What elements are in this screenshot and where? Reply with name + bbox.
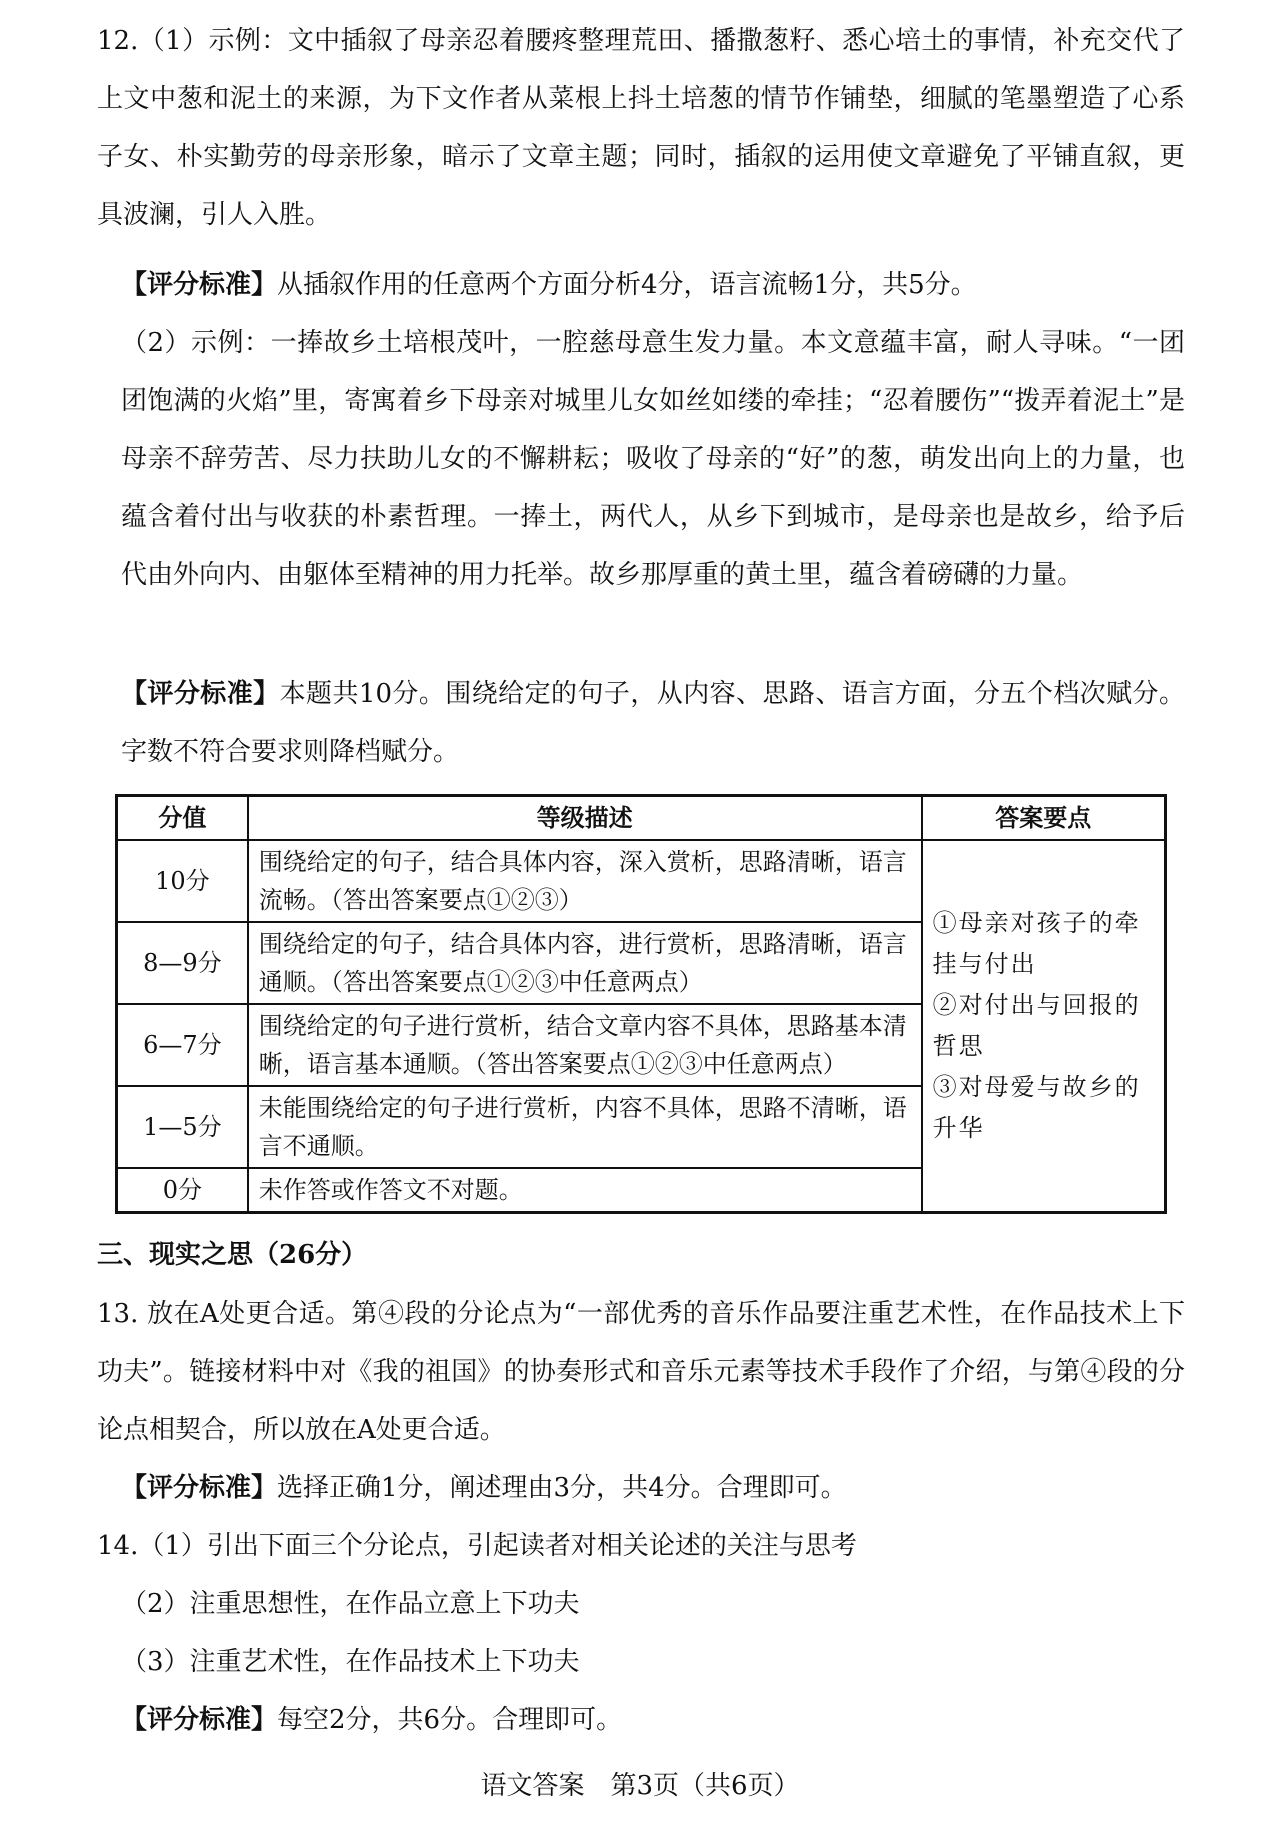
score-cell: 8—9分 [117,922,248,1004]
grading-table [115,794,1167,1214]
q13-criteria [121,1459,1185,1517]
q14-criteria [121,1691,1185,1749]
q14-answer-1: 14.（1）引出下面三个分论点，引起读者对相关论述的关注与思考 [97,1531,857,1561]
q14-answer-2: （2）注重思想性，在作品立意上下功夫 [121,1589,580,1619]
page-footer: 语文答案 第3页（共6页） [480,1771,800,1801]
criteria-label: 【评分标准】 [121,270,278,300]
criteria-label: 【评分标准】 [121,679,280,709]
q14-answer-3: （3）注重艺术性，在作品技术上下功夫 [121,1647,580,1677]
section-heading: 三、现实之思（26分） [97,1240,368,1270]
score-cell: 0分 [117,1168,248,1213]
criteria-label: 【评分标准】 [121,1705,278,1735]
criteria-label: 【评分标准】 [121,1473,278,1503]
criteria-text: 本题共10分。围绕给定的句子，从内容、思路、语言方面，分五个档次赋分。字数不符合要求则降档赋分。 [121,679,1185,767]
description-cell: 围绕给定的句子，结合具体内容，进行赏析，思路清晰，语言通顺。（答出答案要点①②③中任意两点） [248,922,922,1004]
table-header-row [117,796,1166,841]
answer-point: ③对母爱与故乡的升华 [932,1073,1141,1142]
criteria-text: 从插叙作用的任意两个方面分析4分，语言流畅1分，共5分。 [277,270,977,300]
score-cell: 10分 [117,840,248,922]
table-row [117,840,1166,922]
score-cell: 6—7分 [117,1004,248,1086]
q12-part1-criteria [121,256,1185,314]
answer-point: ②对付出与回报的哲思 [932,991,1141,1060]
header-score: 分值 [117,796,248,841]
criteria-text: 每空2分，共6分。合理即可。 [277,1705,623,1735]
description-cell: 未能围绕给定的句子进行赏析，内容不具体，思路不清晰，语言不通顺。 [248,1086,922,1168]
q12-part1: 12.（1）示例：文中插叙了母亲忍着腰疼整理荒田、播撒葱籽、悉心培土的事情，补充交代了上文中葱和泥土的来源，为下文作者从菜根上抖土培葱的情节作铺垫，细腻的笔墨塑造了心系子女、朴实勤劳的母亲形象，暗示了文章主题；同时，插叙的运用使文章避免了平铺直叙，更具波澜，引人入胜。 [97,26,1185,230]
header-points: 答案要点 [922,796,1166,841]
q12-part2-criteria [121,665,1185,781]
header-description: 等级描述 [248,796,922,841]
q12-part2: （2）示例：一捧故乡土培根茂叶，一腔慈母意生发力量。本文意蕴丰富，耐人寻味。“一团团饱满的火焰”里，寄寓着乡下母亲对城里儿女如丝如缕的牵挂；“忍着腰伤”“拨弄着泥土”是母亲不辞劳苦、尽力扶助儿女的不懈耕耘；吸收了母亲的“好”的葱，萌发出向上的力量，也蕴含着付出与收获的朴素哲理。一捧土，两代人，从乡下到城市，是母亲也是故乡，给予后代由外向内、由躯体至精神的用力托举。故乡那厚重的黄土里，蕴含着磅礴的力量。 [121,328,1185,590]
q13-answer: 13. 放在A处更合适。第④段的分论点为“一部优秀的音乐作品要注重艺术性，在作品技术上下功夫”。链接材料中对《我的祖国》的协奏形式和音乐元素等技术手段作了介绍，与第④段的分论点相契合，所以放在A处更合适。 [97,1299,1185,1445]
answer-points-cell [922,840,1166,1213]
description-cell: 围绕给定的句子，结合具体内容，深入赏析，思路清晰，语言流畅。（答出答案要点①②③） [248,840,922,922]
description-cell: 未作答或作答文不对题。 [248,1168,922,1213]
score-cell: 1—5分 [117,1086,248,1168]
description-cell: 围绕给定的句子进行赏析，结合文章内容不具体，思路基本清晰，语言基本通顺。（答出答案要点①②③中任意两点） [248,1004,922,1086]
criteria-text: 选择正确1分，阐述理由3分，共4分。合理即可。 [277,1473,847,1503]
answer-point: ①母亲对孩子的牵挂与付出 [932,909,1141,978]
